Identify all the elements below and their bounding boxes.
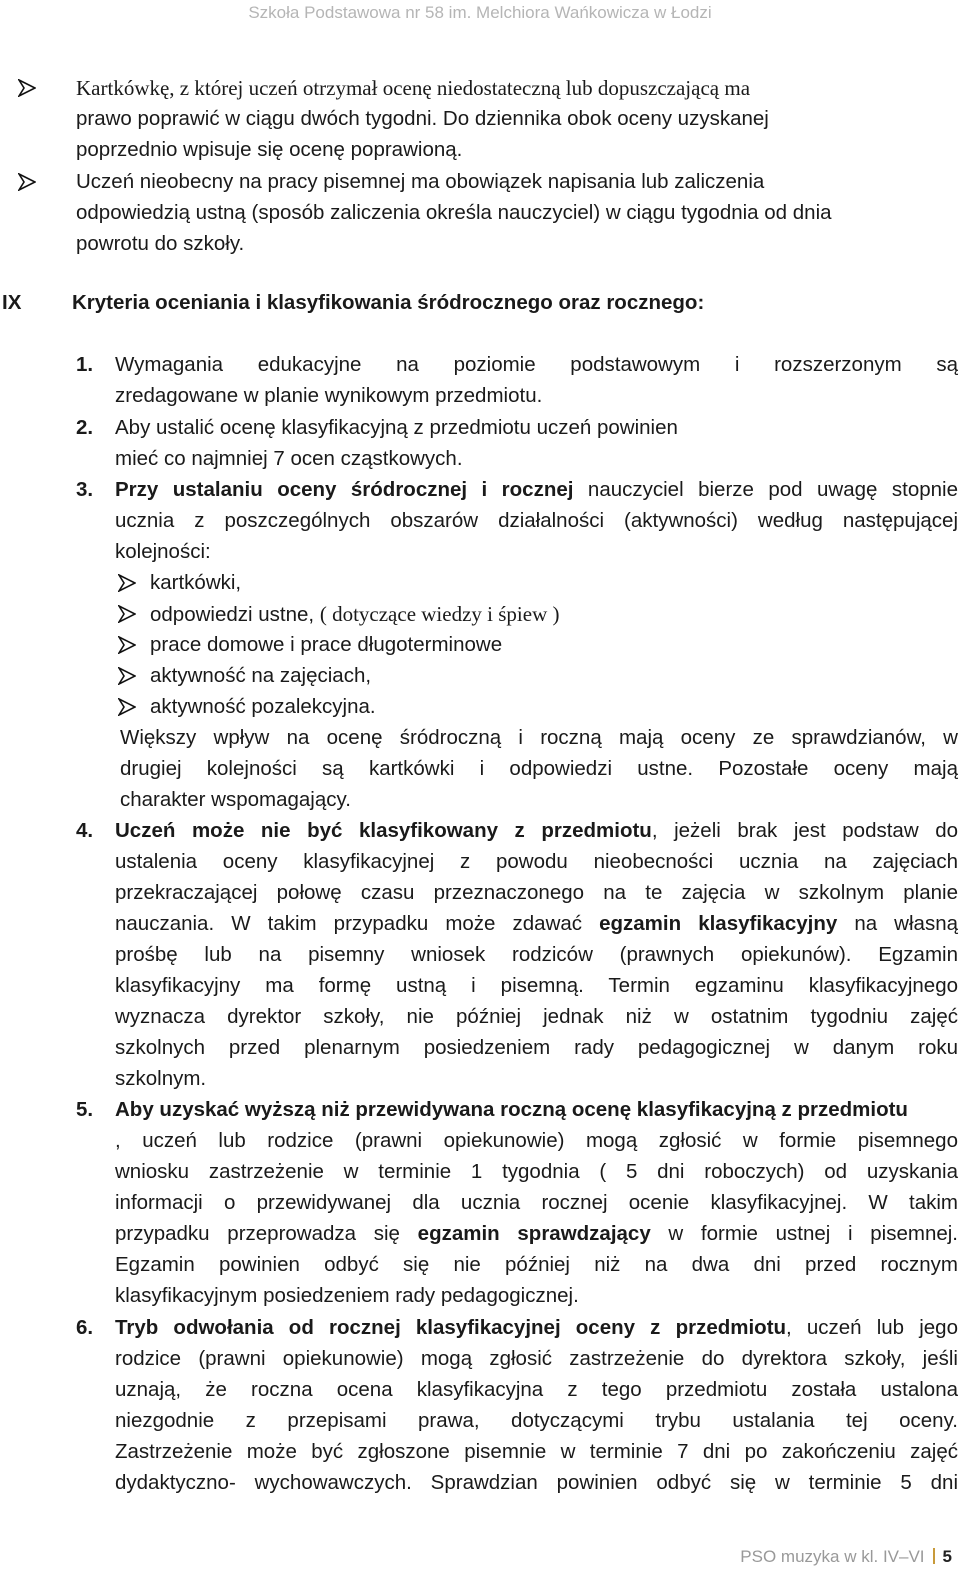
item-1-line-1: Wymagania edukacyjne na poziomie podstawowym i rozszerzonym są <box>115 353 958 376</box>
item-5-bold: Aby uzyskać wyższą niż przewidywana roczną ocenę klasyfikacyjną z przedmiotu <box>115 1098 908 1121</box>
arrow-bullet-icon <box>118 574 136 592</box>
item-3-line-2: ucznia z poszczególnych obszarów działalności (aktywności) według następującej <box>115 509 958 532</box>
item-5-line-7: klasyfikacyjnym posiedzeniem rady pedagogicznej. <box>115 1284 579 1307</box>
item-2-line-1: Aby ustalić ocenę klasyfikacyjną z przedmiotu uczeń powinien <box>115 416 678 439</box>
footer-text: PSO muzyka w kl. IV–VI <box>740 1547 925 1566</box>
arrow-bullet-icon <box>18 173 36 191</box>
item-6-line-6: dydaktyczno- wychowawczych. Sprawdzian powinien odbyć się w terminie 5 dni <box>115 1471 958 1494</box>
item-5-line-5: przypadku przeprowadza się egzamin sprawdzający w formie ustnej i pisemnej. <box>115 1222 958 1245</box>
item-2-line-2: mieć co najmniej 7 ocen cząstkowych. <box>115 447 463 470</box>
item-number: 1. <box>76 353 94 376</box>
item-4-line-6: klasyfikacyjny ma formę ustną i pisemną. Termin egzaminu klasyfikacyjnego <box>115 974 958 997</box>
intro-bullet-2-line-3: powrotu do szkoły. <box>76 232 245 255</box>
item-6-line-2: rodzice (prawni opiekunowie) mogą zgłosić zastrzeżenie do dyrektora szkoły, jeśli <box>115 1347 958 1370</box>
item-4-line-9: szkolnym. <box>115 1067 207 1090</box>
arrow-bullet-icon <box>118 605 136 623</box>
grade-source-item: odpowiedzi ustne, ( dotyczące wiedzy i śpiew ) <box>150 602 560 626</box>
item-4-line-8: szkolnych przed plenarnym posiedzeniem rady pedagogicznej w danym roku <box>115 1036 958 1059</box>
item-number: 2. <box>76 416 94 439</box>
item-3-after-line-3: charakter wspomagający. <box>120 788 351 811</box>
arrow-bullet-icon <box>118 698 136 716</box>
item-4-line-1: Uczeń może nie być klasyfikowany z przedmiotu, jeżeli brak jest podstaw do <box>115 819 959 842</box>
grade-source-item: aktywność na zajęciach, <box>150 664 372 687</box>
item-number: 3. <box>76 478 94 501</box>
item-4-line-5: prośbę lub na pisemny wniosek rodziców (prawnych opiekunów). Egzamin <box>115 943 958 966</box>
item-3-line-3: kolejności: <box>115 540 211 563</box>
item-6-line-4: niezgodnie z przepisami prawa, dotyczącymi trybu ustalania tej oceny. <box>115 1409 958 1432</box>
item-5-line-4: informacji o przewidywanej dla ucznia rocznej ocenie klasyfikacyjnej. W takim <box>115 1191 958 1214</box>
item-5-line-6: Egzamin powinien odbyć się nie później niż na dwa dni przed rocznym <box>115 1253 958 1276</box>
item-3-after-line-1: Większy wpływ na ocenę śródroczną i roczną mają oceny ze sprawdzianów, w <box>120 726 958 749</box>
intro-bullet-2-line-1: Uczeń nieobecny na pracy pisemnej ma obowiązek napisania lub zaliczenia <box>76 170 765 193</box>
item-6-line-3: uznają, że roczna ocena klasyfikacyjna z tego przedmiotu została ustalona <box>115 1378 958 1401</box>
arrow-bullet-icon <box>118 667 136 685</box>
page-footer <box>740 1547 952 1567</box>
page-header: Szkoła Podstawowa nr 58 im. Melchiora Wańkowicza w Łodzi <box>248 3 712 22</box>
item-number: 5. <box>76 1098 94 1121</box>
section-title: Kryteria oceniania i klasyfikowania śródrocznego oraz rocznego: <box>72 291 705 314</box>
intro-bullet-1-line-1: Kartkówkę, z której uczeń otrzymał ocenę niedostateczną lub dopuszczającą ma <box>76 76 751 100</box>
arrow-bullet-icon <box>18 79 36 97</box>
item-4-line-4: nauczania. W takim przypadku może zdawać egzamin klasyfikacyjny na własną <box>115 912 958 935</box>
item-number: 4. <box>76 819 94 842</box>
item-4-bold: Uczeń może nie być klasyfikowany z przedmiotu <box>115 819 652 842</box>
grade-source-item: prace domowe i prace długoterminowe <box>150 633 503 656</box>
item-6-bold: Tryb odwołania od rocznej klasyfikacyjnej oceny z przedmiotu <box>115 1316 787 1339</box>
item-1-line-2: zredagowane w planie wynikowym przedmiotu. <box>115 384 543 407</box>
intro-bullet-1-line-2: prawo poprawić w ciągu dwóch tygodni. Do dziennika obok oceny uzyskanej <box>76 107 769 130</box>
item-number: 6. <box>76 1316 94 1339</box>
item-3-line-1: Przy ustalaniu oceny śródrocznej i rocznej nauczyciel bierze pod uwagę stopnie <box>115 478 958 501</box>
grade-source-item: kartkówki, <box>150 571 242 594</box>
arrow-bullet-icon <box>118 636 136 654</box>
item-6-line-1: Tryb odwołania od rocznej klasyfikacyjnej oceny z przedmiotu, uczeń lub jego <box>115 1316 958 1339</box>
item-4-line-2: ustalenia oceny klasyfikacyjnej z powodu nieobecności ucznia na zajęciach <box>115 850 958 873</box>
item-4-line-3: przekraczającej połowę czasu przeznaczonego na te zajęcia w szkolnym planie <box>115 881 958 904</box>
item-3-after-line-2: drugiej kolejności są kartkówki i odpowiedzi ustne. Pozostałe oceny mają <box>120 757 958 780</box>
intro-bullet-1-line-3: poprzednio wpisuje się ocenę poprawioną. <box>76 138 463 161</box>
item-3-bold: Przy ustalaniu oceny śródrocznej i rocznej <box>115 478 574 501</box>
item-6-line-5: Zastrzeżenie może być zgłoszone pisemnie w terminie 7 dni po zakończeniu zajęć <box>115 1440 958 1463</box>
intro-bullet-2-line-2: odpowiedzią ustną (sposób zaliczenia określa nauczyciel) w ciągu tygodnia od dnia <box>76 201 832 224</box>
item-5-line-2: , uczeń lub rodzice (prawni opiekunowie) mogą zgłosić w formie pisemnego <box>115 1129 958 1152</box>
page-number: 5 <box>942 1547 952 1566</box>
item-5-line-3: wniosku zastrzeżenie w terminie 1 tygodnia ( 5 dni roboczych) od uzyskania <box>115 1160 958 1183</box>
item-4-line-7: wyznacza dyrektor szkoły, nie później jednak niż w ostatnim tygodniu zajęć <box>115 1005 958 1028</box>
grade-source-item: aktywność pozalekcyjna. <box>150 695 376 718</box>
section-number: IX <box>2 291 22 314</box>
